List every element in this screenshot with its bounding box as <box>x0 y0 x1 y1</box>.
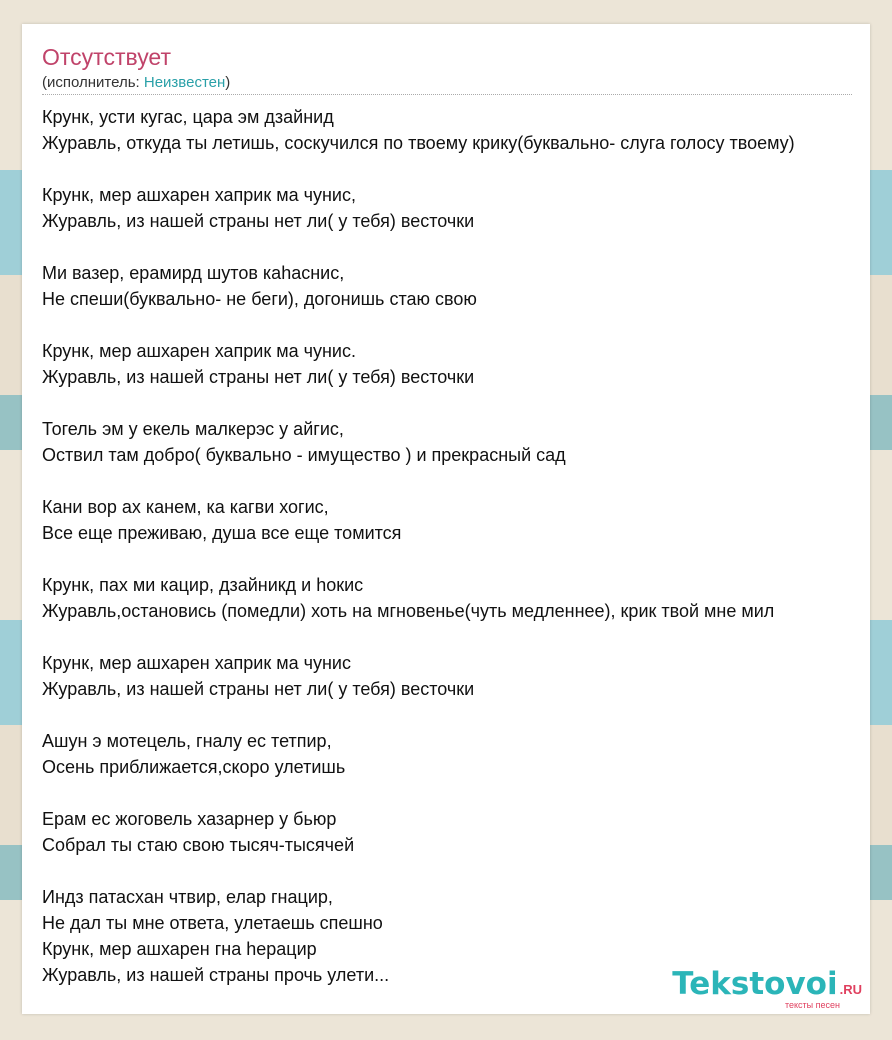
artist-prefix: (исполнитель: <box>42 74 144 91</box>
lyrics-line: Собрал ты стаю свою тысяч-тысячей <box>42 835 355 855</box>
artist-link[interactable]: Неизвестен <box>143 74 226 91</box>
artist-suffix: ) <box>225 74 231 91</box>
lyrics-stanza <box>42 494 795 546</box>
lyrics-line: Журавль, из нашей страны нет ли( у тебя) весточки <box>42 679 475 699</box>
song-title: Отсутствует <box>42 44 171 70</box>
lyrics-line: Не спеши(буквально- не беги), догонишь стаю свою <box>42 289 477 309</box>
lyrics-stanza <box>42 806 795 858</box>
lyrics-stanza <box>42 338 795 390</box>
lyrics-stanza <box>42 260 795 312</box>
lyrics-line: Осень приближается,скоро улетишь <box>42 757 346 777</box>
lyrics-line: Оствил там добро( буквально - имущество ) и прекрасный сад <box>42 445 566 465</box>
logo-tld: .RU <box>839 982 862 997</box>
lyrics-line: Ерам ес жоговель хазарнер у бьюр <box>42 809 337 829</box>
lyrics-line: Журавль,остановись (помедли) хоть на мгновенье(чуть медленнее), крик твой мне мил <box>42 601 775 621</box>
divider <box>42 94 852 95</box>
logo-name: Tekstovoi <box>672 966 838 1002</box>
lyrics-line: Крунк, усти кугас, цара эм дзайнид <box>42 107 334 127</box>
lyrics-line: Журавль, из нашей страны нет ли( у тебя) весточки <box>42 367 475 387</box>
lyrics-line: Крунк, мер ашхарен гна hерацир <box>42 939 317 959</box>
lyrics-line: Журавль, из нашей страны нет ли( у тебя) весточки <box>42 211 475 231</box>
lyrics-stanza <box>42 104 795 156</box>
lyrics-line: Крунк, мер ашхарен хаприк ма чунис, <box>42 185 356 205</box>
lyrics-line: Ашун э мотецель, гналу ес тетпир, <box>42 731 332 751</box>
lyrics-stanza <box>42 416 795 468</box>
lyrics-line: Тогель эм у екель малкерэс у айгис, <box>42 419 344 439</box>
lyrics-card <box>22 24 870 1014</box>
site-logo[interactable] <box>672 966 862 1010</box>
lyrics-line: Не дал ты мне ответа, улетаешь спешно <box>42 913 383 933</box>
lyrics-line: Индз патасхан чтвир, елар гнацир, <box>42 887 333 907</box>
lyrics-line: Журавль, из нашей страны прочь улети... <box>42 965 390 985</box>
lyrics-line: Все еще преживаю, душа все еще томится <box>42 523 402 543</box>
lyrics-stanza <box>42 650 795 702</box>
lyrics-line: Крунк, мер ашхарен хаприк ма чунис <box>42 653 351 673</box>
lyrics-line: Ми вазер, ерамирд шутов каhаснис, <box>42 263 345 283</box>
logo-tagline: тексты песен <box>784 1000 840 1010</box>
lyrics-text <box>42 104 795 1014</box>
lyrics-line: Крунк, мер ашхарен хаприк ма чунис. <box>42 341 356 361</box>
lyrics-line: Журавль, откуда ты летишь, соскучился по твоему крику(буквально- слуга голосу твоему) <box>42 133 795 153</box>
lyrics-line: Крунк, пах ми кацир, дзайникд и hокис <box>42 575 364 595</box>
lyrics-stanza <box>42 572 795 624</box>
lyrics-line: Кани вор ах канем, ка кагви хогис, <box>42 497 329 517</box>
lyrics-stanza <box>42 728 795 780</box>
lyrics-stanza <box>42 182 795 234</box>
artist-line <box>42 74 230 92</box>
